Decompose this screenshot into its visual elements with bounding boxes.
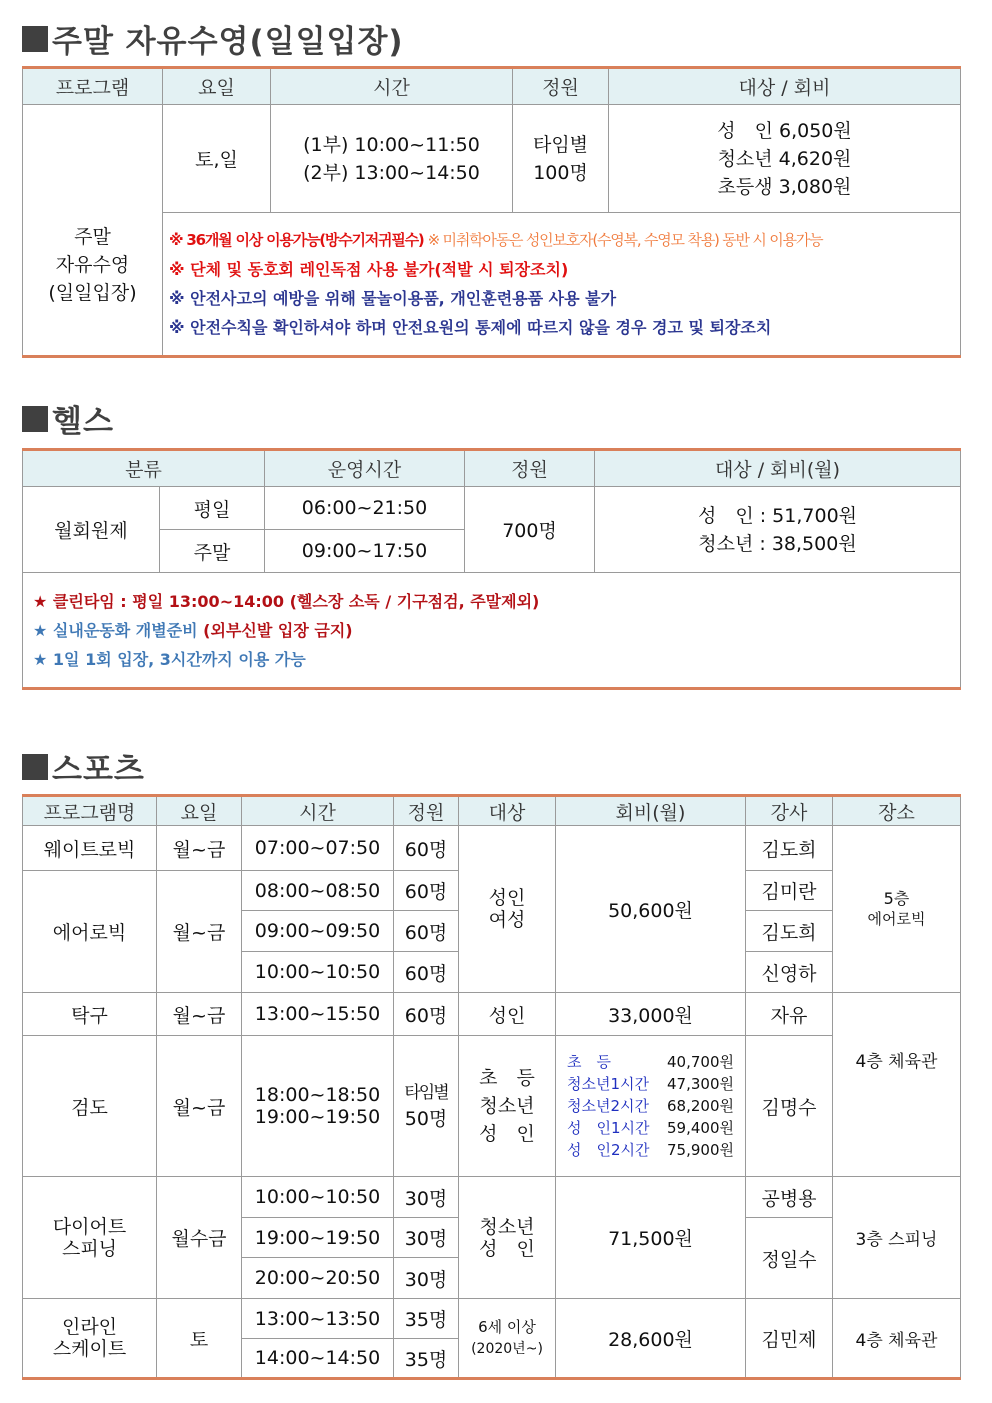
- header-time: 시간: [271, 68, 513, 105]
- program-cell: 웨이트로빅: [23, 826, 157, 871]
- program-cell: 에어로빅: [23, 871, 157, 993]
- note-text: (외부신발 입장 금지): [203, 620, 353, 640]
- fee-list: [567, 1051, 734, 1161]
- fee-line: 성 인 : 51,700원: [697, 504, 858, 527]
- section-title-swim: [22, 16, 404, 61]
- note-text: ※ 36개월 이상 이용가능(방수기저귀필수): [169, 231, 424, 249]
- health-table: [22, 448, 961, 690]
- square-bullet-icon: [22, 406, 48, 432]
- instructor-cell: 김명수: [746, 1036, 833, 1177]
- note-item: ※ 안전수칙을 확인하셔야 하며 안전요원의 통제에 따르지 않을 경우 경고 및 퇴장조치: [169, 318, 772, 337]
- note-item: ※ 단체 및 동호회 레인독점 사용 불가(적발 시 퇴장조치): [169, 260, 569, 279]
- table-row: [23, 1299, 961, 1339]
- days-cell: 월~금: [157, 993, 242, 1036]
- capacity-line: 50명: [404, 1108, 448, 1130]
- time-cell: 14:00~14:50: [242, 1339, 394, 1379]
- program-cell: 탁구: [23, 993, 157, 1036]
- category-cell: 월회원제: [23, 487, 160, 573]
- target-line: 초 등: [479, 1067, 535, 1089]
- fee-cell: 50,600원: [556, 826, 746, 993]
- time-cell: 10:00~10:50: [242, 1177, 394, 1218]
- fee-item: [567, 1095, 734, 1117]
- place-line: 5층: [883, 889, 910, 908]
- sports-table: [22, 794, 961, 1380]
- program-line: 스피닝: [61, 1237, 118, 1260]
- time-cell: [271, 105, 513, 213]
- capacity-cell: 60명: [394, 911, 459, 952]
- capacity-line: 타임별: [532, 133, 589, 156]
- target-line: 성 인: [479, 1123, 535, 1145]
- time-cell: 20:00~20:50: [242, 1258, 394, 1299]
- table-row: [23, 826, 961, 871]
- capacity-cell: 30명: [394, 1258, 459, 1299]
- table-row: [23, 1036, 961, 1177]
- fee-cell: 33,000원: [556, 993, 746, 1036]
- header-program: 프로그램: [23, 68, 163, 105]
- target-line: 청소년: [479, 1215, 535, 1238]
- instructor-cell: 김민제: [746, 1299, 833, 1379]
- fee-label: 초 등: [567, 1053, 611, 1071]
- target-line: 성 인: [479, 1237, 535, 1260]
- square-bullet-icon: [22, 754, 48, 780]
- header-days: 요일: [157, 796, 242, 826]
- notes-row: [23, 573, 961, 689]
- square-bullet-icon: [22, 26, 48, 52]
- time-cell: 08:00~08:50: [242, 871, 394, 911]
- note-item: [33, 616, 960, 645]
- table-header-row: [23, 450, 961, 487]
- header-hours: 운영시간: [265, 450, 465, 487]
- capacity-cell: 30명: [394, 1177, 459, 1218]
- program-cell: [23, 105, 163, 357]
- header-place: 장소: [833, 796, 961, 826]
- section-title-text: 주말 자유수영(일일입장): [52, 24, 404, 60]
- fee-line: 성 인 6,050원: [717, 119, 852, 142]
- section-title-sports: [22, 744, 145, 789]
- type-cell: 평일: [160, 487, 265, 530]
- capacity-cell: 30명: [394, 1218, 459, 1258]
- capacity-cell: 60명: [394, 952, 459, 993]
- fee-label: 성 인2시간: [567, 1141, 650, 1159]
- place-cell: 3층 스피닝: [833, 1177, 961, 1299]
- note-item: ※ 안전사고의 예방을 위해 물놀이용품, 개인훈련용품 사용 불가: [169, 289, 617, 308]
- capacity-cell: 700명: [465, 487, 595, 573]
- fee-cell: [595, 487, 961, 573]
- fee-line: 초등생 3,080원: [717, 175, 852, 198]
- fee-amount: 68,200원: [667, 1097, 734, 1115]
- time-line: (2부) 13:00~14:50: [303, 161, 480, 184]
- capacity-line: 100명: [533, 161, 588, 184]
- capacity-cell: 60명: [394, 871, 459, 911]
- table-header-row: [23, 68, 961, 105]
- notes-cell: [23, 573, 961, 689]
- time-line: 18:00~18:50: [254, 1084, 381, 1106]
- fee-amount: 40,700원: [667, 1053, 734, 1071]
- capacity-cell: 35명: [394, 1339, 459, 1379]
- place-line: 에어로빅: [867, 910, 926, 928]
- time-cell: 13:00~15:50: [242, 993, 394, 1036]
- time-line: (1부) 10:00~11:50: [303, 133, 480, 156]
- capacity-cell: 60명: [394, 993, 459, 1036]
- instructor-cell: 김미란: [746, 871, 833, 911]
- table-row: [23, 993, 961, 1036]
- target-line: 6세 이상: [478, 1318, 536, 1336]
- target-cell: [459, 826, 556, 993]
- target-cell: 성인: [459, 993, 556, 1036]
- instructor-cell: 신영하: [746, 952, 833, 993]
- program-line: (일일입장): [48, 282, 137, 304]
- header-instructor: 강사: [746, 796, 833, 826]
- program-line: 주말: [74, 226, 111, 248]
- fee-label: 청소년2시간: [567, 1097, 649, 1115]
- days-cell: 월~금: [157, 1036, 242, 1177]
- days-cell: 월수금: [157, 1177, 242, 1299]
- table-row: [23, 487, 961, 530]
- days-cell: 월~금: [157, 826, 242, 871]
- program-cell: [23, 1299, 157, 1379]
- time-cell: [242, 1036, 394, 1177]
- note-item: ★ 1일 1회 입장, 3시간까지 이용 가능: [33, 649, 306, 669]
- time-cell: 13:00~13:50: [242, 1299, 394, 1339]
- fee-cell: 71,500원: [556, 1177, 746, 1299]
- time-cell: 09:00~09:50: [242, 911, 394, 952]
- program-cell: 검도: [23, 1036, 157, 1177]
- hours-cell: 06:00~21:50: [265, 487, 465, 530]
- table-row: [23, 1177, 961, 1218]
- note-text: ※ 미취학아동은 성인보호자(수영복, 수영모 착용) 동반 시 이용가능: [427, 231, 823, 249]
- note-text: ★ 실내운동화 개별준비: [33, 620, 198, 640]
- time-cell: 10:00~10:50: [242, 952, 394, 993]
- header-capacity: 정원: [513, 68, 609, 105]
- instructor-cell: 정일수: [746, 1218, 833, 1299]
- target-line: 여성: [488, 909, 526, 931]
- fee-amount: 47,300원: [667, 1075, 734, 1093]
- capacity-cell: 35명: [394, 1299, 459, 1339]
- program-line: 인라인: [61, 1316, 118, 1338]
- header-target-fee: 대상 / 회비(월): [595, 450, 961, 487]
- header-time: 시간: [242, 796, 394, 826]
- days-cell: 토: [157, 1299, 242, 1379]
- fee-amount: 75,900원: [667, 1141, 734, 1159]
- type-cell: 주말: [160, 530, 265, 573]
- fee-label: 성 인1시간: [567, 1119, 650, 1137]
- instructor-cell: 김도희: [746, 826, 833, 871]
- place-cell: 4층 체육관: [833, 993, 961, 1177]
- note-item: ★ 클린타임 : 평일 13:00~14:00 (헬스장 소독 / 기구점검, 주말제외): [33, 591, 540, 611]
- place-cell: [833, 826, 961, 993]
- fee-line: 청소년 : 38,500원: [698, 532, 857, 555]
- program-line: 스케이트: [52, 1338, 127, 1360]
- table-header-row: [23, 796, 961, 826]
- instructor-cell: 김도희: [746, 911, 833, 952]
- target-cell: [459, 1036, 556, 1177]
- notes-cell: [163, 213, 961, 357]
- target-line: (2020년~): [471, 1341, 543, 1357]
- capacity-cell: [394, 1036, 459, 1177]
- header-days: 요일: [163, 68, 271, 105]
- target-cell: [459, 1299, 556, 1379]
- instructor-cell: 자유: [746, 993, 833, 1036]
- fee-cell: 28,600원: [556, 1299, 746, 1379]
- instructor-cell: 공병용: [746, 1177, 833, 1218]
- notes-row: [23, 213, 961, 357]
- header-category: 분류: [23, 450, 265, 487]
- hours-cell: 09:00~17:50: [265, 530, 465, 573]
- fee-item: [567, 1117, 734, 1139]
- target-cell: [459, 1177, 556, 1299]
- fee-item: [567, 1139, 734, 1161]
- fee-cell: [556, 1036, 746, 1177]
- fee-item: [567, 1051, 734, 1073]
- program-cell: [23, 1177, 157, 1299]
- time-cell: 07:00~07:50: [242, 826, 394, 871]
- fee-amount: 59,400원: [667, 1119, 734, 1137]
- capacity-line: 타임별: [404, 1083, 448, 1103]
- program-line: 자유수영: [55, 254, 130, 276]
- capacity-cell: [513, 105, 609, 213]
- days-cell: 월~금: [157, 871, 242, 993]
- fee-label: 청소년1시간: [567, 1075, 649, 1093]
- fee-cell: [609, 105, 961, 213]
- fee-item: [567, 1073, 734, 1095]
- header-capacity: 정원: [465, 450, 595, 487]
- section-title-text: 스포츠: [52, 752, 145, 788]
- section-title-text: 헬스: [52, 404, 114, 440]
- header-program: 프로그램명: [23, 796, 157, 826]
- target-line: 성인: [488, 887, 526, 909]
- program-line: 다이어트: [52, 1215, 127, 1238]
- days-cell: 토,일: [163, 105, 271, 213]
- place-cell: 4층 체육관: [833, 1299, 961, 1379]
- header-fee: 회비(월): [556, 796, 746, 826]
- table-row: [23, 105, 961, 213]
- fee-line: 청소년 4,620원: [717, 147, 852, 170]
- header-target: 대상: [459, 796, 556, 826]
- target-line: 청소년: [479, 1095, 535, 1117]
- time-line: 19:00~19:50: [254, 1106, 381, 1128]
- note-item: [169, 226, 960, 255]
- time-cell: 19:00~19:50: [242, 1218, 394, 1258]
- swim-table: [22, 66, 961, 358]
- section-title-health: [22, 396, 114, 441]
- capacity-cell: 60명: [394, 826, 459, 871]
- header-target-fee: 대상 / 회비: [609, 68, 961, 105]
- header-capacity: 정원: [394, 796, 459, 826]
